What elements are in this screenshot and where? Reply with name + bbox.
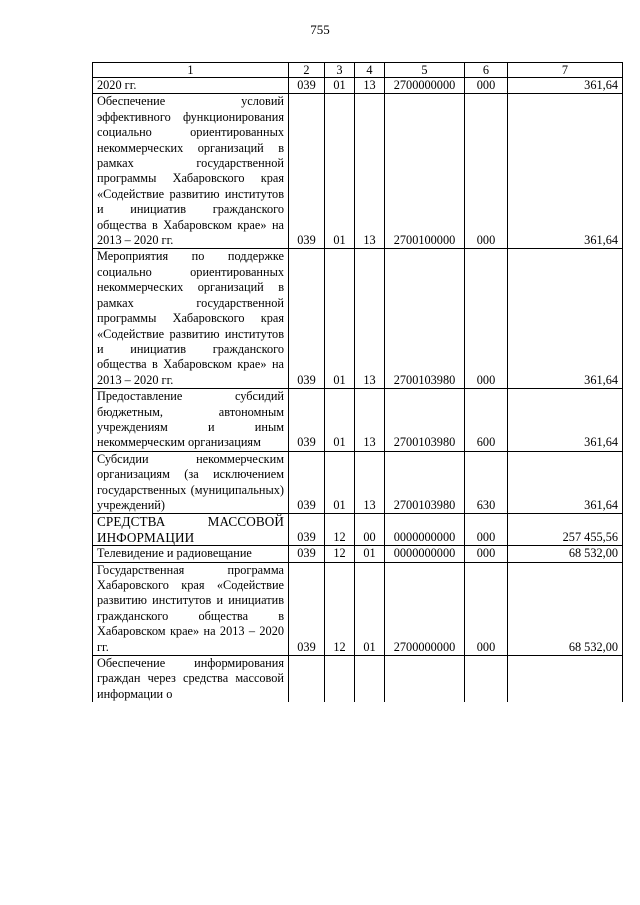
subsection-code: 01	[355, 562, 385, 655]
amount: 361,64	[508, 78, 623, 94]
page-number: 755	[310, 22, 330, 37]
header-cell: 5	[385, 63, 465, 78]
expense-type-code: 000	[465, 562, 508, 655]
expense-type-code: 600	[465, 389, 508, 452]
subsection-code: 00	[355, 514, 385, 546]
table-row	[93, 656, 623, 703]
section-code: 01	[325, 78, 355, 94]
ved-code: 039	[289, 514, 325, 546]
subsection-code: 13	[355, 249, 385, 389]
target-item-code: 2700103980	[385, 389, 465, 452]
table-row	[93, 78, 623, 94]
amount: 257 455,56	[508, 514, 623, 546]
subsection-code: 13	[355, 451, 385, 514]
expense-type-code: 630	[465, 451, 508, 514]
header-cell: 4	[355, 63, 385, 78]
subsection-code: 13	[355, 78, 385, 94]
header-cell: 7	[508, 63, 623, 78]
table-row	[93, 546, 623, 562]
ved-code: 039	[289, 389, 325, 452]
amount: 68 532,00	[508, 562, 623, 655]
row-name: 2020 гг.	[93, 78, 289, 94]
subsection-code: 01	[355, 546, 385, 562]
header-cell: 6	[465, 63, 508, 78]
ved-code: 039	[289, 451, 325, 514]
row-name: Предоставление субсидий бюджетным, автономным учреждениям и иным некоммерческим организациям	[93, 389, 289, 452]
row-name: СРЕДСТВА МАССОВОЙ ИНФОРМАЦИИ	[93, 514, 289, 546]
ved-code: 039	[289, 94, 325, 249]
subsection-code: 13	[355, 389, 385, 452]
target-item-code: 2700000000	[385, 78, 465, 94]
target-item-code	[385, 656, 465, 703]
row-name: Государственная программа Хабаровского края «Содействие развитию институтов и инициатив гражданского общества в Хабаровском крае» на 2013 – 2020 гг.	[93, 562, 289, 655]
section-code: 12	[325, 514, 355, 546]
table-row	[93, 514, 623, 546]
row-name: Субсидии некоммерческим организациям (за исключением государственных (муниципальных) учреждений)	[93, 451, 289, 514]
expense-type-code	[465, 656, 508, 703]
row-name: Обеспечение условий эффективного функционирования социально ориентированных некоммерческих организаций в рамках государственной программы Хабаровского края «Содействие развитию институтов и инициатив гражданского общества в Хабаровском крае» на 2013 – 2020 гг.	[93, 94, 289, 249]
section-code: 12	[325, 546, 355, 562]
table-row	[93, 249, 623, 389]
section-code	[325, 656, 355, 703]
ved-code: 039	[289, 546, 325, 562]
header-cell: 3	[325, 63, 355, 78]
amount: 361,64	[508, 249, 623, 389]
row-name: Телевидение и радиовещание	[93, 546, 289, 562]
target-item-code: 2700100000	[385, 94, 465, 249]
section-code: 01	[325, 94, 355, 249]
target-item-code: 2700103980	[385, 451, 465, 514]
section-code: 12	[325, 562, 355, 655]
section-code: 01	[325, 451, 355, 514]
amount: 361,64	[508, 389, 623, 452]
subsection-code: 13	[355, 94, 385, 249]
header-row	[93, 63, 623, 78]
expense-type-code: 000	[465, 78, 508, 94]
table-row	[93, 389, 623, 452]
ved-code	[289, 656, 325, 703]
row-name: Мероприятия по поддержке социально ориентированных некоммерческих организаций в рамках государственной программы Хабаровского края «Содействие развитию институтов и инициатив гражданского общества в Хабаровском крае» на 2013 – 2020 гг.	[93, 249, 289, 389]
expense-type-code: 000	[465, 514, 508, 546]
budget-table	[92, 62, 623, 702]
expense-type-code: 000	[465, 94, 508, 249]
expense-type-code: 000	[465, 249, 508, 389]
amount: 68 532,00	[508, 546, 623, 562]
header-cell: 1	[93, 63, 289, 78]
amount: 361,64	[508, 94, 623, 249]
target-item-code: 0000000000	[385, 514, 465, 546]
table-row	[93, 94, 623, 249]
ved-code: 039	[289, 249, 325, 389]
row-name: Обеспечение информирования граждан через средства массовой информации о	[93, 656, 289, 703]
ved-code: 039	[289, 78, 325, 94]
target-item-code: 0000000000	[385, 546, 465, 562]
target-item-code: 2700103980	[385, 249, 465, 389]
table-row	[93, 562, 623, 655]
subsection-code	[355, 656, 385, 703]
table-row	[93, 451, 623, 514]
ved-code: 039	[289, 562, 325, 655]
section-code: 01	[325, 249, 355, 389]
header-cell: 2	[289, 63, 325, 78]
amount: 361,64	[508, 451, 623, 514]
amount	[508, 656, 623, 703]
section-code: 01	[325, 389, 355, 452]
expense-type-code: 000	[465, 546, 508, 562]
target-item-code: 2700000000	[385, 562, 465, 655]
